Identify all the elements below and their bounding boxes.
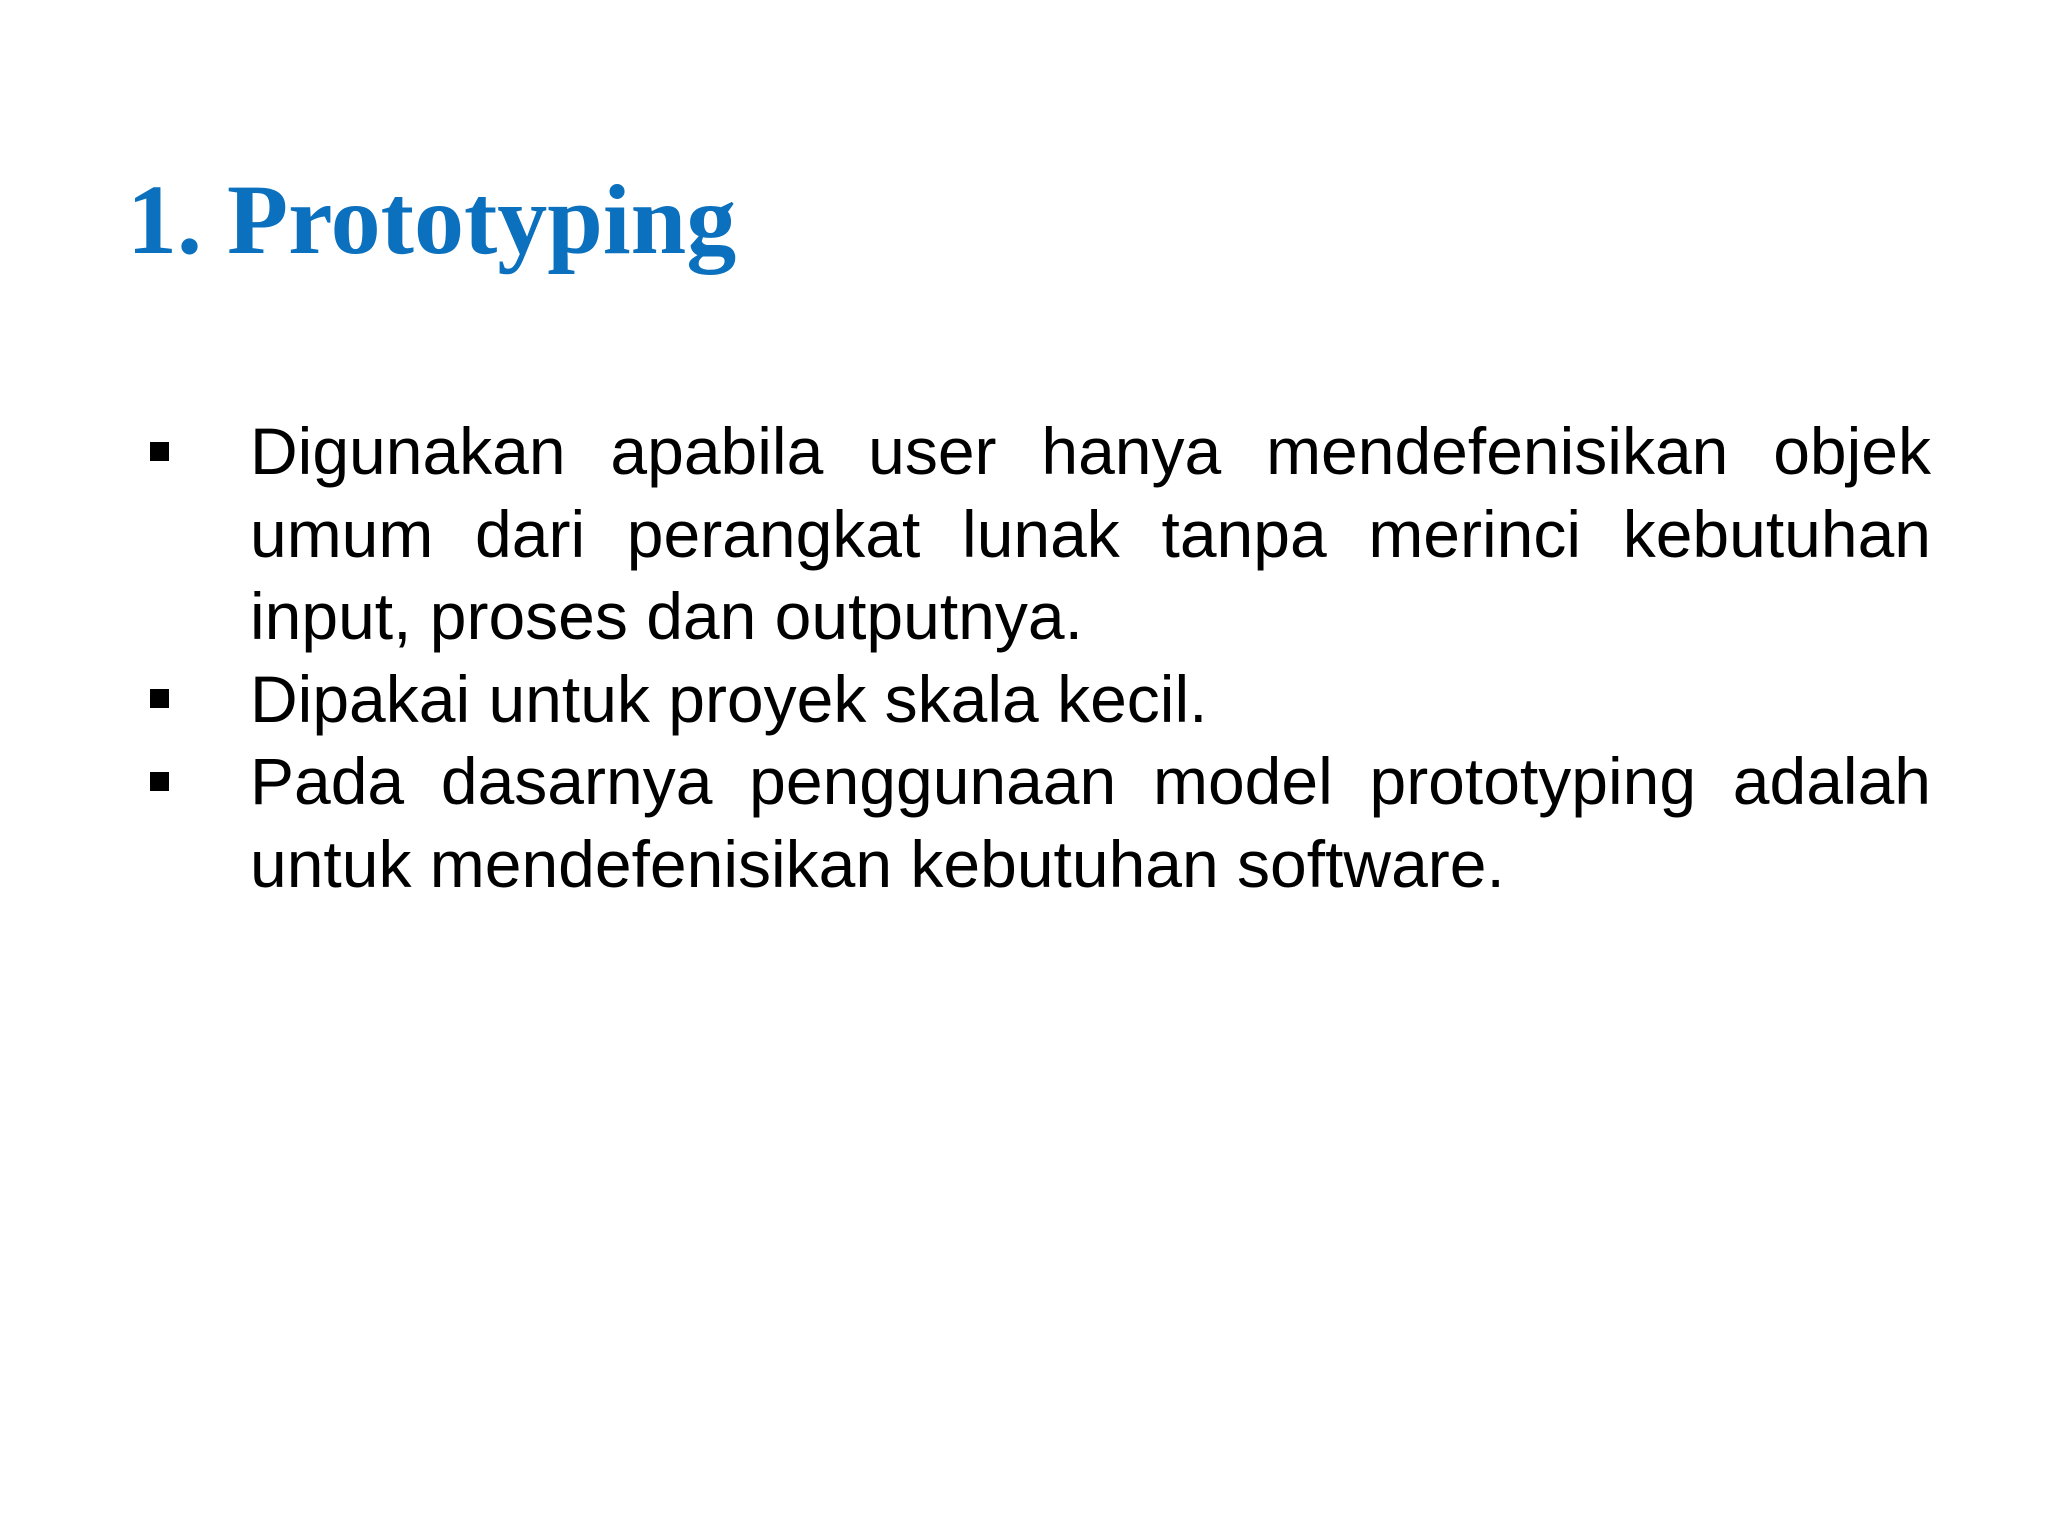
square-bullet-icon — [148, 740, 250, 823]
bullet-item — [148, 658, 1948, 741]
square-bullet-icon — [148, 658, 250, 741]
square-bullet-icon — [148, 410, 250, 493]
bullet-text: Digunakan apabila user hanya mendefenisikan objek umum dari perangkat lunak tanpa merinci kebutuhan input, proses dan outputnya. — [250, 414, 1931, 653]
bullet-text: Pada dasarnya penggunaan model prototyping adalah untuk mendefenisikan kebutuhan software. — [250, 744, 1931, 901]
bullet-text: Dipakai untuk proyek skala kecil. — [250, 661, 1208, 736]
bullet-item — [148, 410, 1948, 658]
bullet-item — [148, 740, 1948, 905]
slide-title: 1. Prototyping — [127, 164, 737, 275]
bullet-list — [148, 410, 1948, 905]
